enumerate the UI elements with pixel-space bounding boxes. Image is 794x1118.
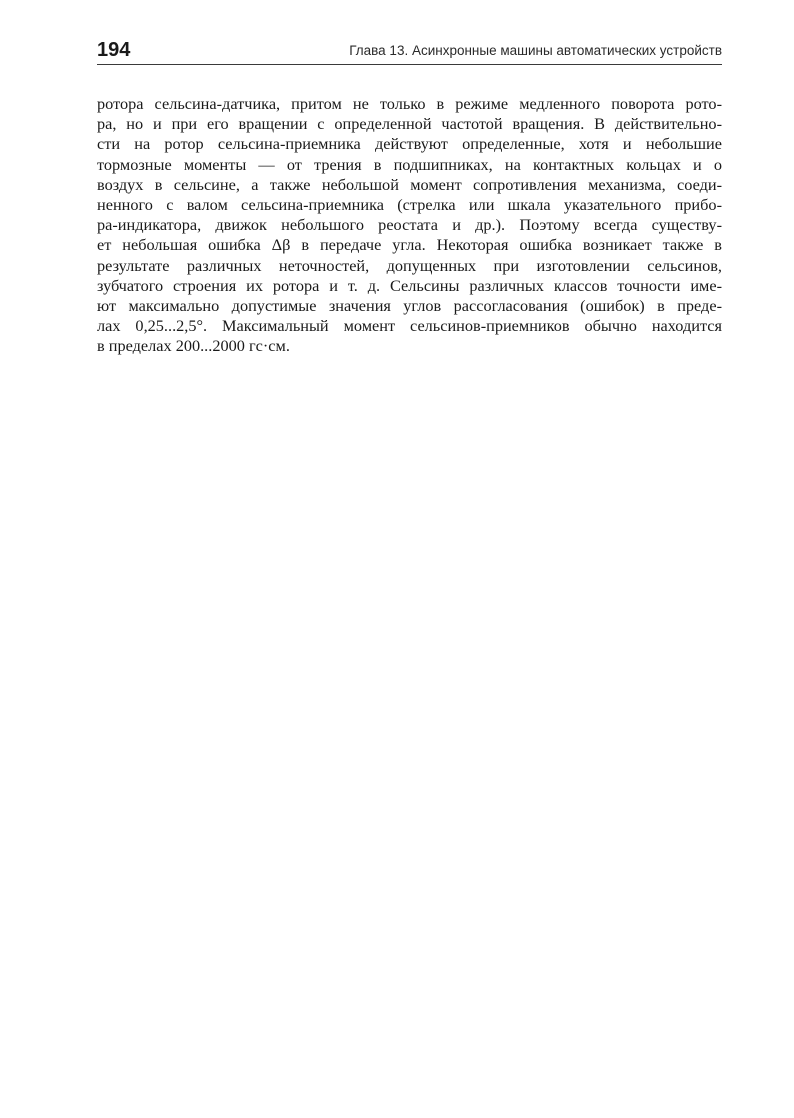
text-line: результате различных неточностей, допущенных при изготовлении сельсинов, — [97, 255, 722, 275]
text-line: зубчатого строения их ротора и т. д. Сельсины различных классов точности име- — [97, 275, 722, 295]
text-line: тормозные моменты — от трения в подшипниках, на контактных кольцах и о — [97, 154, 722, 174]
text-line: сти на ротор сельсина-приемника действуют определенные, хотя и небольшие — [97, 134, 722, 154]
text-line: ра, но и при его вращении с определенной частотой вращения. В действительно- — [97, 114, 722, 134]
text-line: лах 0,25...2,5°. Максимальный момент сельсинов-приемников обычно находится — [97, 316, 722, 336]
text-line: ра-индикатора, движок небольшого реостата и др.). Поэтому всегда существу- — [97, 215, 722, 235]
text-line: воздух в сельсине, а также небольшой момент сопротивления механизма, соеди- — [97, 174, 722, 194]
text-line: ет небольшая ошибка Δβ в передаче угла. Некоторая ошибка возникает также в — [97, 235, 722, 255]
page-number: 194 — [97, 39, 131, 61]
text-line: ротора сельсина-датчика, притом не только в режиме медленного поворота рото- — [97, 94, 722, 113]
page-header — [97, 38, 722, 65]
text-line: ют максимально допустимые значения углов рассогласования (ошибок) в преде- — [97, 295, 722, 315]
running-head: Глава 13. Асинхронные машины автоматических устройств — [349, 43, 722, 58]
body-paragraph — [97, 94, 722, 356]
text-line: ненного с валом сельсина-приемника (стрелка или шкала указательного прибо- — [97, 194, 722, 214]
text-line: в пределах 200...2000 гс·см. — [97, 336, 290, 356]
